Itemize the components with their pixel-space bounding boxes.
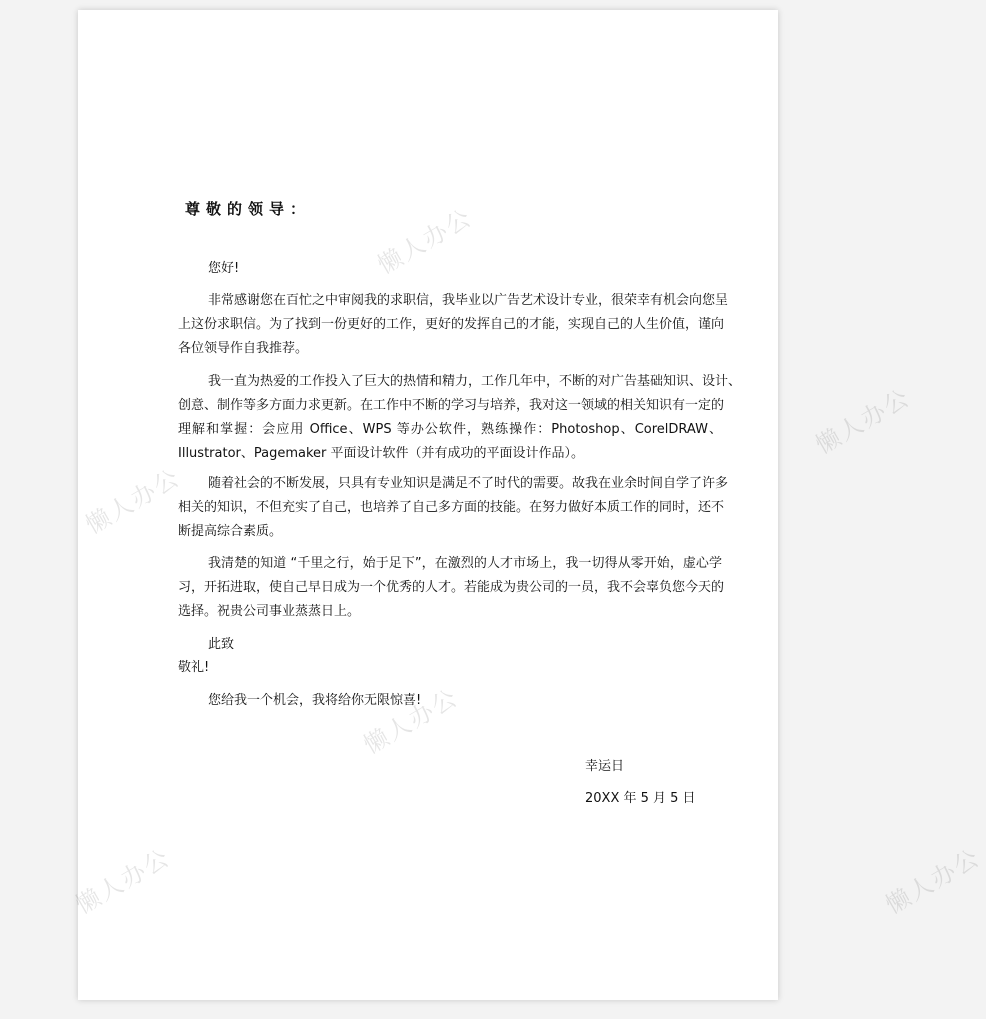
paragraph-line: 断提高综合素质。	[178, 524, 283, 539]
letter-closing-cizhi: 此致	[208, 637, 235, 652]
paragraph-line: 上这份求职信。为了找到一份更好的工作，更好的发挥自己的才能，实现自己的人生价值，谨向	[178, 317, 725, 332]
letter-paragraph-3	[178, 472, 729, 544]
watermark: 懒人办公	[811, 383, 916, 460]
letter-paragraph-1	[178, 289, 729, 361]
paragraph-line: 选择。祝贵公司事业蒸蒸日上。	[178, 604, 361, 619]
paragraph-line: 我清楚的知道 “千里之行，始于足下”，在激烈的人才市场上，我一切得从零开始，虚心学	[208, 556, 722, 571]
signature-name: 幸运日	[585, 759, 625, 774]
watermark: 懒人办公	[71, 843, 176, 920]
letter-closing-message: 您给我一个机会，我将给你无限惊喜!	[208, 693, 422, 708]
letter-paragraph-4	[178, 552, 725, 624]
paragraph-line: 非常感谢您在百忙之中审阅我的求职信，我毕业以广告艺术设计专业，很荣幸有机会向您呈	[208, 293, 729, 308]
letter-salutation: 尊敬的领导：	[185, 200, 312, 218]
watermark: 懒人办公	[81, 463, 186, 540]
paragraph-line: 习，开拓进取，使自己早日成为一个优秀的人才。若能成为贵公司的一员，我不会辜负您今天的	[178, 580, 725, 595]
paragraph-line: 相关的知识，不但充实了自己，也培养了自己多方面的技能。在努力做好本质工作的同时，还不	[178, 500, 725, 515]
watermark: 懒人办公	[359, 683, 464, 760]
signature-date: 20XX 年 5 月 5 日	[585, 791, 696, 806]
letter-paragraph-2	[178, 370, 742, 466]
paragraph-line: 创意、制作等多方面力求更新。在工作中不断的学习与培养，我对这一领域的相关知识有一定的	[178, 398, 725, 413]
paragraph-line: 理解和掌握：会应用 Office、WPS 等办公软件，熟练操作：Photoshop、CorelDRAW、	[178, 422, 722, 437]
letter-greeting: 您好!	[208, 261, 240, 276]
paragraph-line: Illustrator、Pagemaker 平面设计软件（并有成功的平面设计作品）。	[178, 446, 585, 461]
paragraph-line: 我一直为热爱的工作投入了巨大的热情和精力，工作几年中，不断的对广告基础知识、设计、	[208, 374, 742, 389]
document-page	[71, 10, 986, 1000]
letter-closing-jingli: 敬礼!	[178, 660, 210, 675]
watermark: 懒人办公	[881, 843, 986, 920]
paragraph-line: 各位领导作自我推荐。	[178, 341, 309, 356]
watermark: 懒人办公	[373, 203, 478, 280]
paragraph-line: 随着社会的不断发展，只具有专业知识是满足不了时代的需要。故我在业余时间自学了许多	[208, 476, 729, 491]
